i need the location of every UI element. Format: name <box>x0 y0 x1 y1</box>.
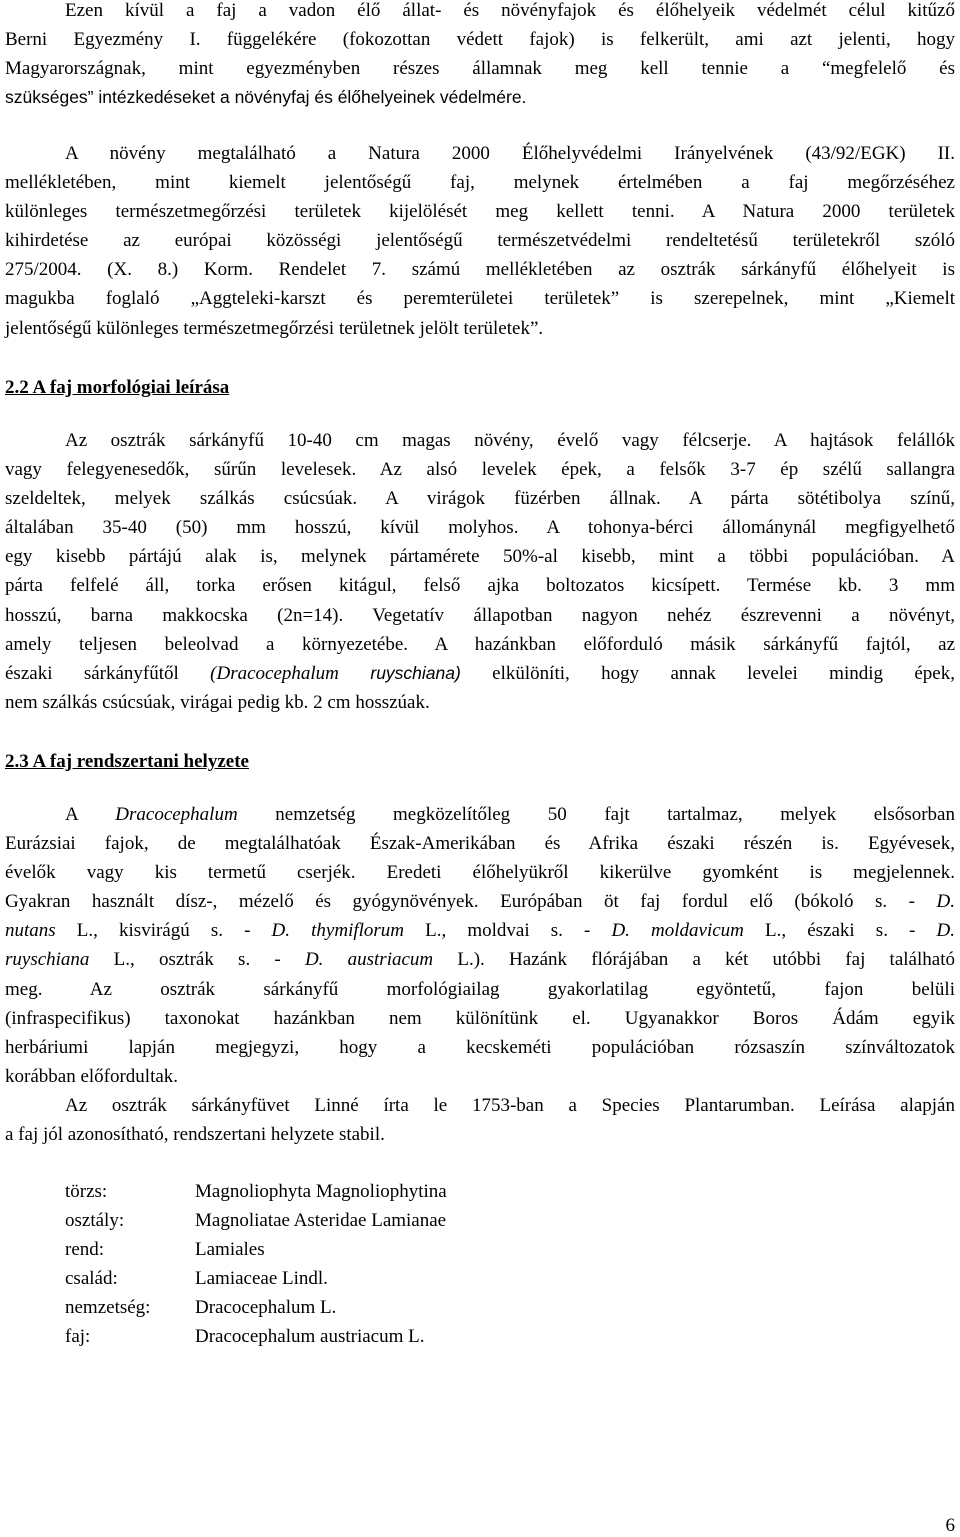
taxonomy-key: család: <box>65 1268 118 1289</box>
species-name: nutans <box>5 920 56 942</box>
species-name: D. thymiflorum <box>271 920 405 942</box>
taxonomy-row <box>65 1322 665 1351</box>
taxonomy-key: nemzetség: <box>65 1297 151 1318</box>
paragraph-4 <box>5 800 955 1091</box>
paragraph-2 <box>5 139 955 343</box>
taxonomy-value: Magnoliatae Asteridae Lamianae <box>195 1210 447 1231</box>
taxonomy-value: Dracocephalum austriacum L. <box>195 1326 425 1347</box>
paragraph-line: (infraspecifikus) taxonokat hazánkban nem különítünk el. Ugyanakkor Boros Ádám egyik <box>5 1007 955 1029</box>
taxonomy-value: Lamiaceae Lindl. <box>195 1268 328 1289</box>
taxonomy-value: Lamiales <box>195 1239 265 1260</box>
paragraph-line: Az osztrák sárkányfüvet Linné írta le 1753-ban a Species Plantarumban. Leírása alapján <box>65 1095 955 1116</box>
genus-name: Dracocephalum <box>115 804 238 825</box>
text-run: L., északi s. - <box>743 920 937 942</box>
paragraph-line: évelők vagy kis termetű cserjék. Eredeti élőhelyükről kikerülve gyomként is megjelennek. <box>5 862 955 884</box>
species-name: D. austriacum <box>304 949 434 971</box>
paragraph-line: kihirdetése az európai közösségi jelentőségű természetvédelmi rendeltetésű területekről szóló <box>5 230 955 252</box>
taxonomy-key: osztály: <box>65 1210 125 1231</box>
paragraph-line: egy kisebb pártájú alak is, melynek pártamérete 50%-al kisebb, mint a többi populációban. A <box>5 546 955 568</box>
paragraph-line: vagy felegyenesedők, sűrűn levelesek. Az alsó levelek épek, a felsők 3-7 ép szélű sallangra <box>5 459 955 481</box>
paragraph-line <box>5 887 955 916</box>
paragraph-line: amely teljesen beleolvad a környezetébe. A hazánkban előforduló másik sárkányfű fajtól, az <box>5 633 955 655</box>
paragraph-line: szeldeltek, melyek szálkás csúcsúak. A virágok füzérben állnak. A párta sötétibolya színű, <box>5 488 955 510</box>
paragraph-line: Magyarországnak, mint egyezményben részes államnak meg kell tennie a “megfelelő és <box>5 58 955 80</box>
paragraph-5 <box>5 1091 955 1149</box>
paragraph-line: különleges természetmegőrzési területek kijelölését meg kellett tenni. A Natura 2000 területek <box>5 201 955 223</box>
species-name: ruyschiana) <box>338 662 461 683</box>
taxonomy-key: rend: <box>65 1239 105 1260</box>
taxonomy-row <box>65 1293 665 1322</box>
paragraph-line <box>5 659 955 688</box>
text-run: L.). Hazánk flórájában a két utóbbi faj található <box>433 949 955 971</box>
text-run: L., kisvirágú s. - <box>55 920 272 942</box>
paragraph-line: Ezen kívül a faj a vadon élő állat- és növényfajok és élőhelyeik védelmét célul kitűző <box>65 0 955 21</box>
paragraph-line: 275/2004. (X. 8.) Korm. Rendelet 7. számú mellékletében az osztrák sárkányfű élőhelyeit is <box>5 259 955 281</box>
species-name: ruyschiana <box>5 949 90 971</box>
species-name: D. <box>936 920 955 942</box>
paragraph-line: mellékletében, mint kiemelt jelentőségű faj, melynek értelmében a faj megőrzéséhez <box>5 172 955 194</box>
paragraph-line: herbáriumi lapján megjegyzi, hogy a kecskeméti populációban rózsaszín színváltozatok <box>5 1036 955 1058</box>
taxonomy-value: Magnoliophyta Magnoliophytina <box>195 1181 447 1202</box>
taxonomy-key: faj: <box>65 1326 91 1347</box>
section-heading-2-2: 2.2 A faj morfológiai leírása <box>5 377 230 398</box>
taxonomy-key: törzs: <box>65 1181 108 1202</box>
paragraph-line <box>5 800 955 829</box>
paragraph-line: magukba foglaló „Aggteleki-karszt és peremterületei területek” is szerepelnek, mint „Kiemelt <box>5 288 955 310</box>
paragraph-line: párta felfelé áll, torka erősen kitágul, felső ajka boltozatos kicsípett. Termése kb. 3 mm <box>5 575 955 597</box>
taxonomy-row <box>65 1206 665 1235</box>
paragraph-line: szükséges” intézkedéseket a növényfaj és élőhelyeinek védelmére. <box>5 87 527 108</box>
text-run: L., osztrák s. - <box>89 949 305 971</box>
taxonomy-row <box>65 1235 665 1264</box>
paragraph-line: Az osztrák sárkányfű 10-40 cm magas növény, évelő vagy félcserje. A hajtások felállók <box>65 430 955 451</box>
paragraph-line: a faj jól azonosítható, rendszertani helyzete stabil. <box>5 1124 385 1146</box>
paragraph-1 <box>5 0 955 112</box>
taxonomy-row <box>65 1177 665 1206</box>
text-run: Gyakran használt dísz-, mézelő és gyógynövények. Európában öt faj fordul elő (bókoló s. - <box>5 891 937 913</box>
paragraph-line: A növény megtalálható a Natura 2000 Élőhelyvédelmi Irányelvének (43/92/EGK) II. <box>65 143 955 164</box>
paragraph-line <box>5 916 955 945</box>
page-number: 6 <box>945 1515 955 1536</box>
species-name: D. <box>936 891 955 913</box>
species-name: D. moldavicum <box>611 920 744 942</box>
text-run: északi sárkányfűtől <box>5 662 211 684</box>
paragraph-line: meg. Az osztrák sárkányfű morfológiailag gyakorlatilag egyöntetű, fajon belüli <box>5 978 955 1000</box>
species-name: (Dracocephalum <box>210 662 339 684</box>
text-run: A <box>65 804 116 825</box>
paragraph-line: korábban előfordultak. <box>5 1065 179 1087</box>
paragraph-3 <box>5 426 955 717</box>
text-run: elkülöníti, hogy annak levelei mindig épek, <box>460 662 955 684</box>
text-run: L., moldvai s. - <box>404 920 612 942</box>
text-run: nemzetség megközelítőleg 50 fajt tartalmaz, melyek elsősorban <box>237 804 955 825</box>
paragraph-line: Eurázsiai fajok, de megtalálhatóak Észak-Amerikában és Afrika északi részén is. Egyévesek, <box>5 833 955 855</box>
paragraph-line: általában 35-40 (50) mm hosszú, kívül molyhos. A tohonya-bérci állománynál megfigyelhető <box>5 517 955 539</box>
taxonomy-row <box>65 1264 665 1293</box>
paragraph-line: hosszú, barna makkocska (2n=14). Vegetatív állapotban nagyon nehéz észrevenni a növényt, <box>5 604 955 626</box>
paragraph-line: nem szálkás csúcsúak, virágai pedig kb. 2 cm hosszúak. <box>5 691 430 713</box>
paragraph-line: jelentőségű különleges természetmegőrzési területnek jelölt területek”. <box>5 317 544 339</box>
paragraph-line: Berni Egyezmény I. függelékére (fokozottan védett fajok) is felkerült, ami azt jelenti, hogy <box>5 29 955 51</box>
paragraph-line <box>5 945 955 974</box>
taxonomy-value: Dracocephalum L. <box>195 1297 337 1318</box>
section-heading-2-3: 2.3 A faj rendszertani helyzete <box>5 751 249 772</box>
